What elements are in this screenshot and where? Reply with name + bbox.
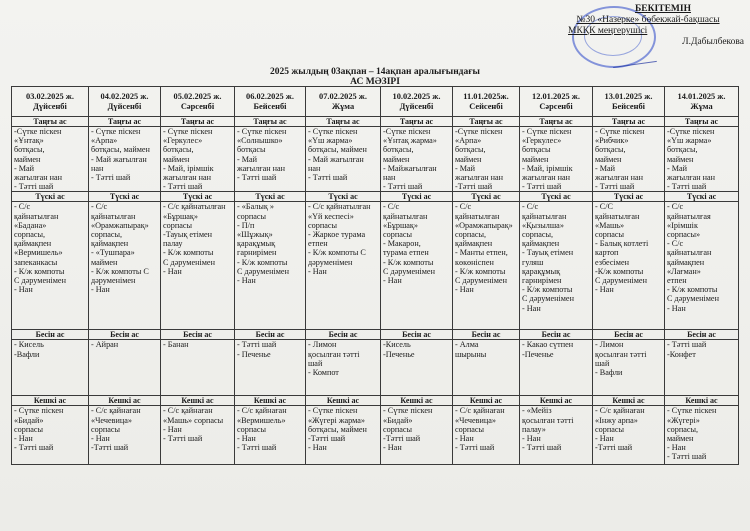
meal-name: Таңғы ас xyxy=(161,117,235,127)
meal-name: Кешкі ас xyxy=(593,396,665,406)
meal-cell xyxy=(89,127,161,192)
day-date: 12.01.2025 ж. xyxy=(532,92,580,102)
meal-name: Таңғы ас xyxy=(381,117,453,127)
day-weekday: Сейсенбі xyxy=(469,101,503,111)
meal-name: Таңғы ас xyxy=(453,117,520,127)
meal-cell xyxy=(520,340,593,396)
meal-name-row xyxy=(12,396,739,406)
meal-name: Бесін ас xyxy=(89,330,161,340)
meal-cell xyxy=(381,340,453,396)
meal-cell xyxy=(89,340,161,396)
meal-cell xyxy=(235,127,306,192)
meal-items: - Тәтті шай -Конфет xyxy=(667,340,707,359)
meal-name: Бесін ас xyxy=(665,330,739,340)
day-date: 05.02.2025 ж. xyxy=(173,92,222,102)
menu-table xyxy=(11,86,739,465)
meal-items: - С/С қайнатылған «Машь» сорпасы - Балық котлеті картоп езбесімен -К/ж компоты С дәруменімен - Нан xyxy=(595,202,649,295)
meal-cell xyxy=(453,127,520,192)
meal-cell xyxy=(593,202,665,330)
meal-cell xyxy=(520,202,593,330)
meal-name: Кешкі ас xyxy=(306,396,381,406)
meal-items: - С/с қайнаған «Машь» сорпасы - Нан - Тәтті шай xyxy=(163,406,224,444)
meal-name: Таңғы ас xyxy=(520,117,593,127)
meal-name: Таңғы ас xyxy=(306,117,381,127)
meal-items: - С/с қайнаған «Інжу арпа» сорпасы - Нан -Тәтті шай xyxy=(595,406,645,453)
day-weekday: Жұма xyxy=(331,101,355,111)
meal-name-row xyxy=(12,117,739,127)
meal-cell xyxy=(235,202,306,330)
meal-items: -Сүтке піскен «Ұнтақ жарма» ботқасы, маймен - Майжағылған нан - Тәтті шай xyxy=(383,127,437,192)
day-header-cell xyxy=(12,87,89,117)
meal-cell xyxy=(235,406,306,465)
meal-cell xyxy=(665,127,739,192)
day-weekday: Сәрсенбі xyxy=(180,101,215,111)
meal-name: Түскі ас xyxy=(161,192,235,202)
meal-items: - Сүтке піскен «Үш жарма» ботқасы, маймен - Май жағылған нан - Тәтті шай xyxy=(308,127,367,183)
meal-cell xyxy=(161,406,235,465)
meal-name: Кешкі ас xyxy=(453,396,520,406)
day-date: 11.01.2025ж. xyxy=(463,92,509,102)
meal-name: Бесін ас xyxy=(381,330,453,340)
meal-items: - Сүтке піскен «Рибчик» ботқасы, маймен - Май жағылған нан - Тәтті шай xyxy=(595,127,645,192)
day-date: 06.02.2025 ж. xyxy=(246,92,294,102)
meal-name: Кешкі ас xyxy=(161,396,235,406)
meal-items: - Сүтке піскен «Геркулес» ботқасы, маймен - Май, ірімшік жағылған нан - Тәтті шай xyxy=(163,127,214,192)
meal-name-row xyxy=(12,192,739,202)
approval-position: МКҚК меңгерушісі xyxy=(568,26,648,36)
meal-items: - С/с қайнатылған «Орамжапырақ» сорпасы, қаймақпен - Манты етпен, көкөніспен - К/ж компоты С дәруменімен - Нан xyxy=(455,202,513,295)
meal-name-row xyxy=(12,330,739,340)
day-date: 14.01.2025 ж. xyxy=(677,92,726,102)
meal-items-row xyxy=(12,127,739,192)
meal-items: - С/с қайнатылған «Қызылша» сорпасы, қаймақпен - Тауық етімен гуляш қарақұмық гарнирімен - К/ж компоты С дәруменімен - Нан xyxy=(522,202,574,313)
day-date: 07.02.2025 ж. xyxy=(319,92,367,102)
meal-name: Бесін ас xyxy=(453,330,520,340)
meal-items: -Сүтке піскен «Ұнтақ» ботқасы, маймен - Май жағылған нан - Тәтті шай xyxy=(14,127,63,192)
meal-cell xyxy=(161,127,235,192)
meal-items: - Лимон қосылған тәтті шай - Вафли xyxy=(595,340,647,378)
meal-items: - С/с қайнаған «Чечевица» сорпасы - Нан - Тәтті шай xyxy=(455,406,505,453)
meal-items: - С/с қайнаған «Вермишель» сорпасы - Нан - Тәтті шай xyxy=(237,406,287,453)
meal-items: -Сүтке піскен «Арпа» ботқасы, маймен - Май жағылған нан -Тәтті шай xyxy=(455,127,504,192)
meal-name: Кешкі ас xyxy=(381,396,453,406)
meal-name: Бесін ас xyxy=(306,330,381,340)
meal-name: Кешкі ас xyxy=(89,396,161,406)
meal-cell xyxy=(306,340,381,396)
day-header-cell xyxy=(453,87,520,117)
meal-cell xyxy=(593,127,665,192)
day-header-cell xyxy=(89,87,161,117)
meal-items: - Алма шырыны xyxy=(455,340,487,359)
meal-name: Бесін ас xyxy=(593,330,665,340)
approval-title: БЕКІТЕМІН xyxy=(635,4,691,14)
meal-cell xyxy=(12,406,89,465)
meal-items: - С/с қайнатылғая «Ірімшік сорпасы» - С/с қайнатылған қаймақпен «Лағман» етпен - К/ж компоты С дәруменімен - Нан xyxy=(667,202,719,313)
meal-name: Бесін ас xyxy=(520,330,593,340)
day-header-cell xyxy=(235,87,306,117)
meal-items: - «Балық » сорпасы - П/п «Шұжық» қарақұмық гарнирімен - К/ж компоты С дәруменімен - Нан xyxy=(237,202,289,286)
meal-items-row xyxy=(12,340,739,396)
menu-period: 2025 жылдың 03ақпан – 14ақпан аралығындағы xyxy=(270,67,480,77)
day-header-cell xyxy=(593,87,665,117)
meal-name: Таңғы ас xyxy=(235,117,306,127)
meal-items: - С/с қайнатылған «Үй кеспесі» сорпасы - Жаркое турама етпен - К/ж компоты С дәруменімен - Нан xyxy=(308,202,371,276)
meal-cell xyxy=(89,406,161,465)
meal-items-row xyxy=(12,202,739,330)
day-weekday: Бейсенбі xyxy=(253,101,287,111)
meal-cell xyxy=(12,202,89,330)
meal-name: Түскі ас xyxy=(453,192,520,202)
day-header-cell xyxy=(161,87,235,117)
meal-items: - Сүтке піскен «Бидай» сорпасы -Тәтті шай - Нан xyxy=(383,406,433,453)
meal-cell xyxy=(665,340,739,396)
meal-items: - Сүтке піскен «Арпа» ботқасы, маймен - Май жағылған нан - Тәтті шай xyxy=(91,127,150,183)
day-date: 10.02.2025 ж. xyxy=(392,92,441,102)
meal-cell xyxy=(381,406,453,465)
meal-items: - Лимон қосылған тәтті шай - Компот xyxy=(308,340,360,378)
day-weekday: Бейсенбі xyxy=(612,101,645,111)
meal-cell xyxy=(453,406,520,465)
meal-name: Таңғы ас xyxy=(89,117,161,127)
meal-name: Таңғы ас xyxy=(593,117,665,127)
day-weekday: Дүйсенбі xyxy=(33,101,67,111)
meal-items: - С/с қайнатылған «Орамжапырақ» сорпасы, қаймақпен - «Тушпара» маймен - К/ж компоты С дәруменімен - Нан xyxy=(91,202,149,295)
meal-cell xyxy=(665,406,739,465)
meal-items: - Какао сүтпен -Печенье xyxy=(522,340,574,359)
meal-name: Түскі ас xyxy=(665,192,739,202)
menu-title: АС МӘЗІРІ xyxy=(350,77,400,87)
meal-cell xyxy=(593,406,665,465)
meal-name: Түскі ас xyxy=(235,192,306,202)
approval-head-name: Л.Дабылбекова xyxy=(682,37,744,47)
day-header-cell xyxy=(520,87,593,117)
meal-name: Түскі ас xyxy=(306,192,381,202)
meal-cell xyxy=(306,406,381,465)
meal-items: - Сүтке піскен «Геркулес» ботқасы маймен - Май, ірімшік жағылған нан - Тәтті шай xyxy=(522,127,573,192)
meal-cell xyxy=(520,406,593,465)
meal-cell xyxy=(453,340,520,396)
meal-items: - С/с қайнатылған «Бұршақ» сорпасы -Тауық етімен палау - К/ж компоты С дәруменімен - Нан xyxy=(163,202,226,276)
meal-items: - Банан xyxy=(163,340,189,350)
meal-cell xyxy=(161,340,235,396)
day-weekday: Жұма xyxy=(690,101,713,111)
meal-cell xyxy=(306,127,381,192)
day-weekday: Дүйсенбі xyxy=(399,101,434,111)
meal-cell xyxy=(235,340,306,396)
day-date: 04.02.2025 ж. xyxy=(100,92,149,102)
meal-name: Таңғы ас xyxy=(665,117,739,127)
day-header-cell xyxy=(381,87,453,117)
meal-cell xyxy=(89,202,161,330)
meal-items: - С/с қайнатылған «Бадана» сорпасы, қаймақпен «Вермишель» запеканкасы - К/ж компоты С дәруменімен - Нан xyxy=(14,202,66,295)
meal-name: Түскі ас xyxy=(12,192,89,202)
meal-items: - Сүтке піскен «Бидай» сорпасы - Нан - Тәтті шай xyxy=(14,406,64,453)
meal-name: Кешкі ас xyxy=(665,396,739,406)
day-date: 03.02.2025 ж. xyxy=(26,92,74,102)
meal-items: - Сүтке піскен «Жүгері жарма» ботқасы, маймен -Тәтті шай - Нан xyxy=(308,406,367,453)
meal-cell xyxy=(665,202,739,330)
meal-cell xyxy=(381,202,453,330)
day-weekday: Сәрсенбі xyxy=(539,101,573,111)
day-header-row xyxy=(12,87,739,117)
meal-items-row xyxy=(12,406,739,465)
meal-name: Түскі ас xyxy=(381,192,453,202)
meal-name: Кешкі ас xyxy=(235,396,306,406)
meal-cell xyxy=(161,202,235,330)
approval-block xyxy=(548,4,748,48)
meal-name: Кешкі ас xyxy=(12,396,89,406)
meal-items: - «Мейіз қосылған тәтті палау» - Нан - Тәтті шай xyxy=(522,406,574,453)
meal-items: -Кисель -Печенье xyxy=(383,340,415,359)
meal-name: Бесін ас xyxy=(12,330,89,340)
meal-items: - С/с қайнаған «Чечевица» сорпасы - Нан -Тәтті шай xyxy=(91,406,141,453)
meal-name: Бесін ас xyxy=(235,330,306,340)
meal-items: - Сүтке піскен «Жүгері» сорпасы, маймен - Нан - Тәтті шай xyxy=(667,406,717,462)
day-header-cell xyxy=(665,87,739,117)
meal-name: Таңғы ас xyxy=(12,117,89,127)
approval-kindergarten: №30 «Назерке» бөбекжай-бақшасы xyxy=(576,15,720,25)
meal-cell xyxy=(381,127,453,192)
meal-items: - Айран xyxy=(91,340,119,350)
meal-name: Түскі ас xyxy=(89,192,161,202)
meal-name: Бесін ас xyxy=(161,330,235,340)
day-date: 13.01.2025 ж. xyxy=(604,92,653,102)
meal-cell xyxy=(520,127,593,192)
day-header-cell xyxy=(306,87,381,117)
meal-cell xyxy=(593,340,665,396)
day-weekday: Дүйсенбі xyxy=(107,101,142,111)
meal-name: Кешкі ас xyxy=(520,396,593,406)
meal-cell xyxy=(306,202,381,330)
meal-items: - Сүтке піскен «Солнышко» ботқасы - Май жағылған нан - Тәтті шай xyxy=(237,127,287,183)
meal-items: - Тәтті шай - Печенье xyxy=(237,340,277,359)
meal-name: Түскі ас xyxy=(593,192,665,202)
meal-items: - Кисель -Вафли xyxy=(14,340,44,359)
meal-cell xyxy=(453,202,520,330)
meal-items: - С/с қайнатылған «Бұршақ» сорпасы - Макарон, турама етпен - К/ж компоты С дәруменімен - Нан xyxy=(383,202,435,286)
meal-cell xyxy=(12,340,89,396)
meal-cell xyxy=(12,127,89,192)
meal-items: -Сүтке піскен «Үш жарма» ботқасы, маймен - Май жағылған нан - Тәтті шай xyxy=(667,127,716,192)
meal-name: Түскі ас xyxy=(520,192,593,202)
